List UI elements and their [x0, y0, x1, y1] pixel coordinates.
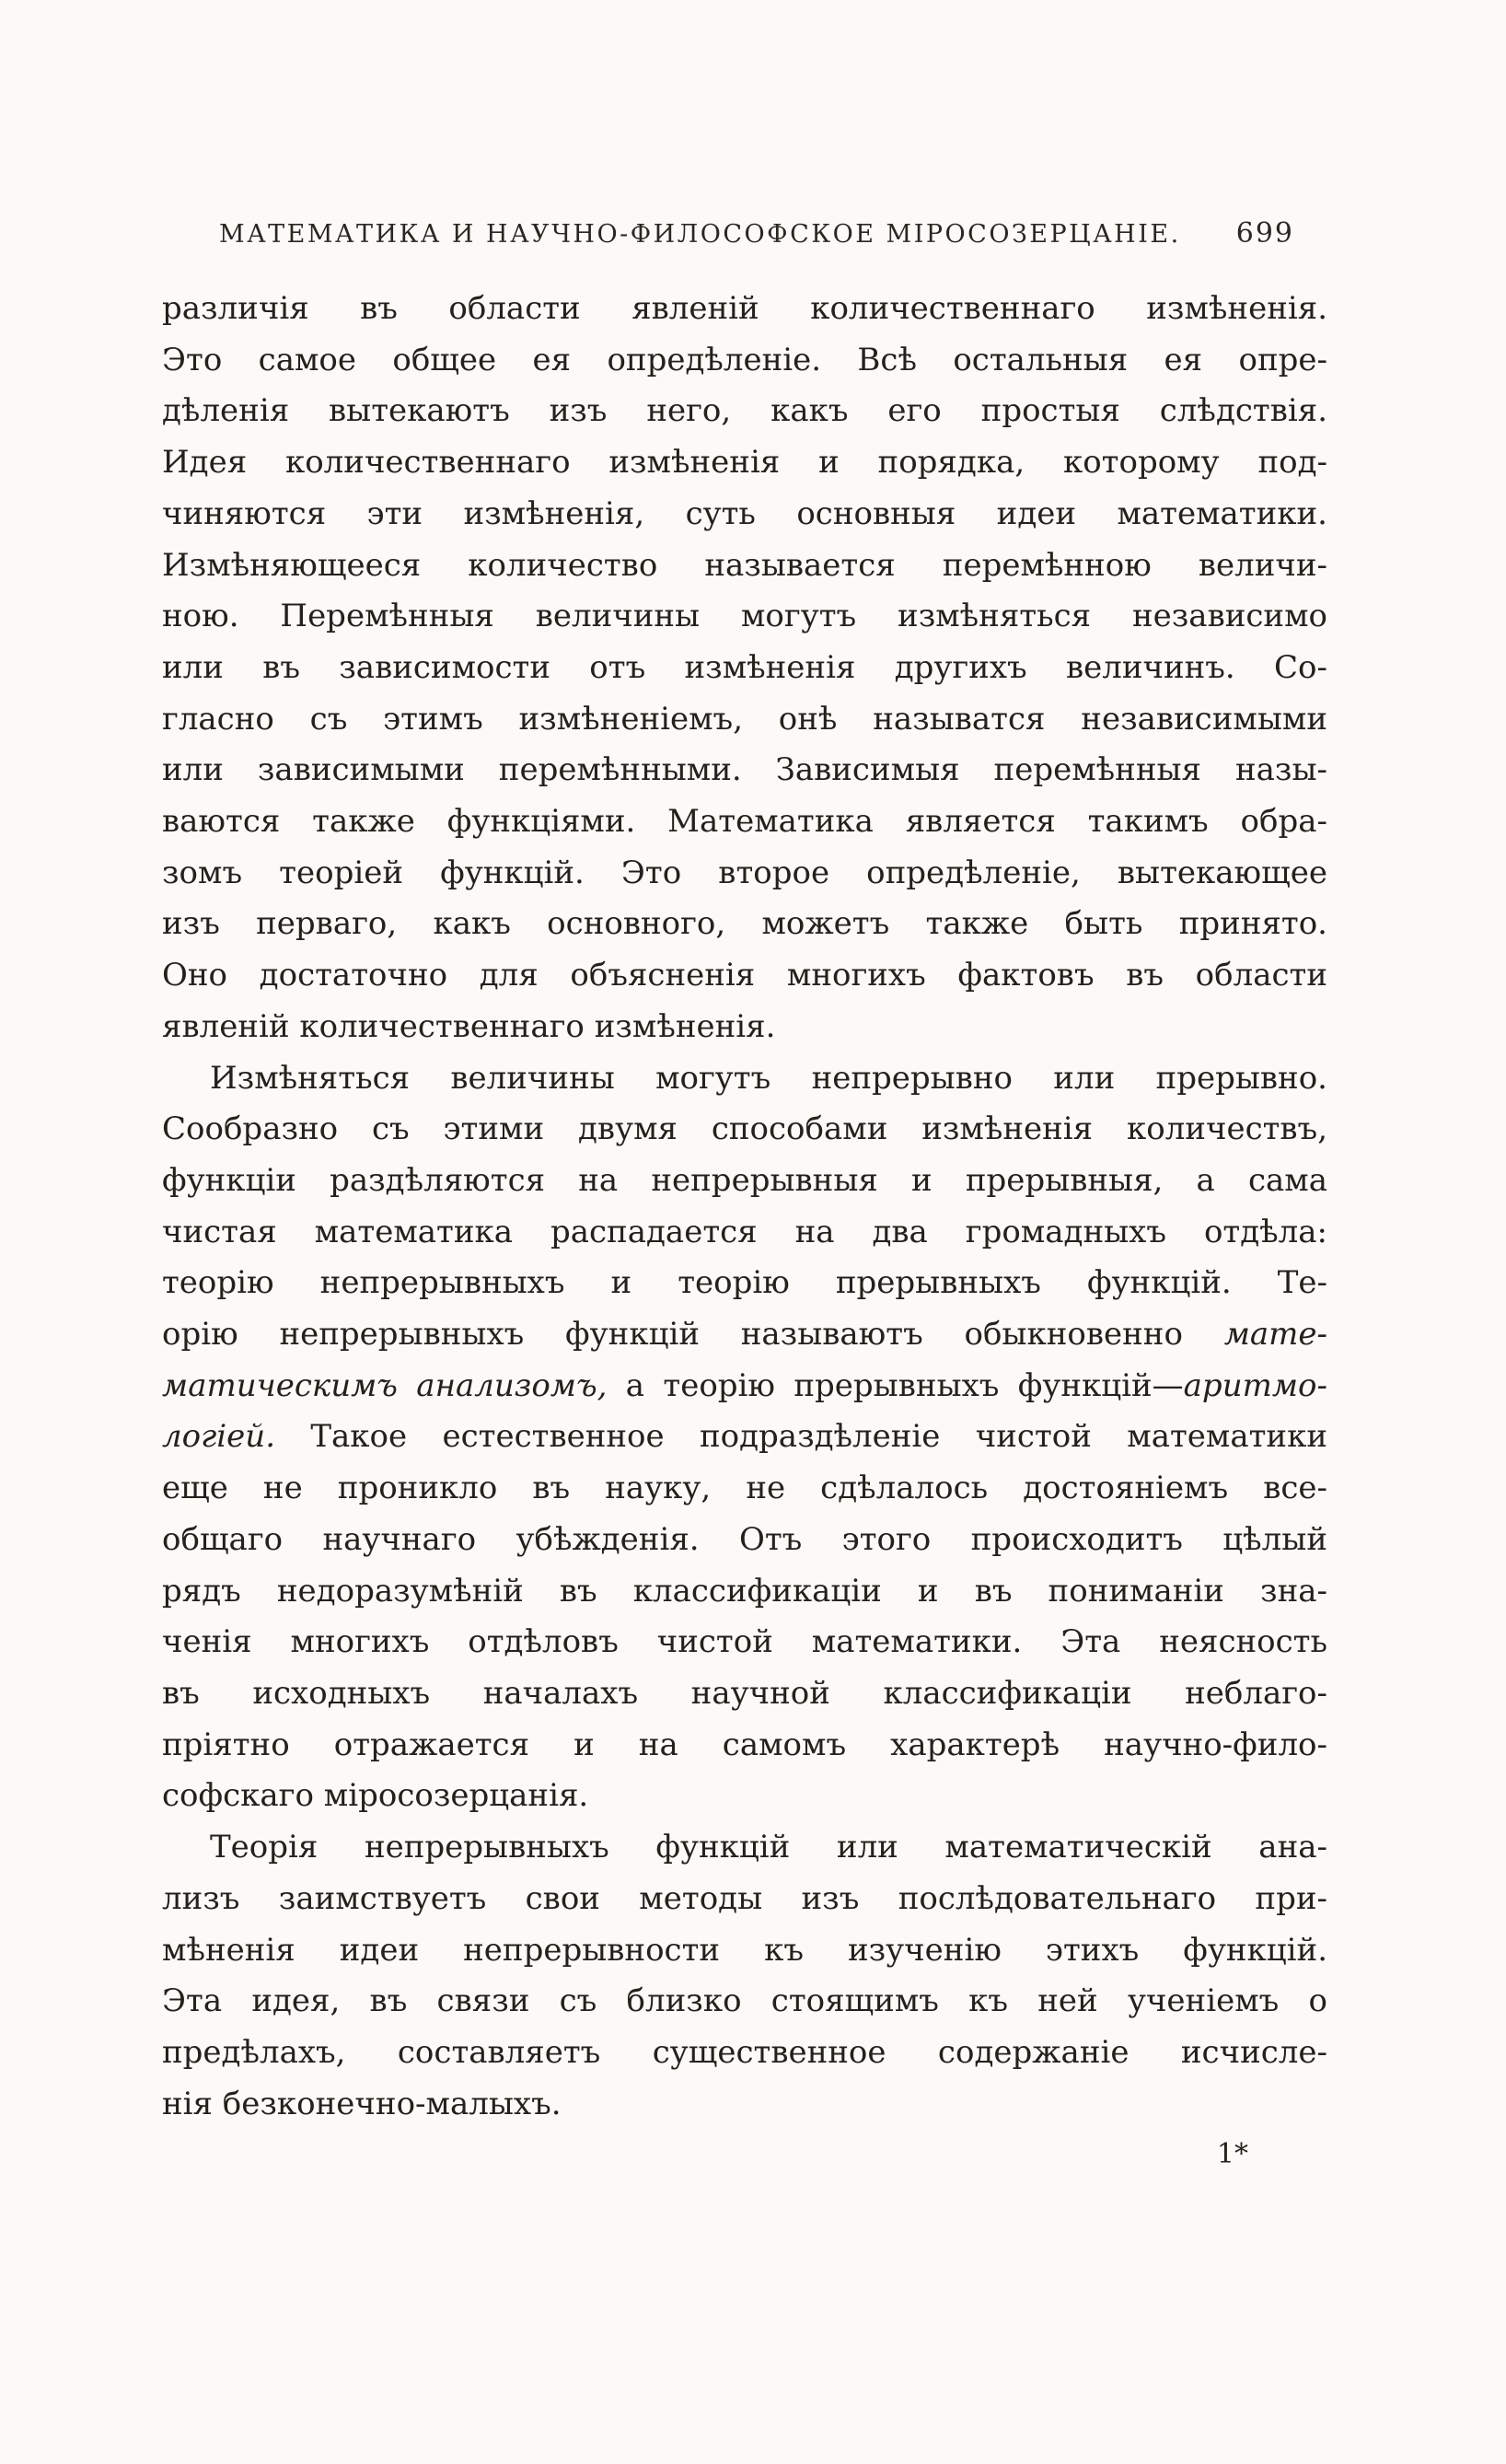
text-line — [162, 284, 1327, 335]
text-line — [162, 2079, 1327, 2131]
text-line — [162, 1207, 1327, 1259]
italic-term: матическимъ анализомъ, — [162, 1366, 608, 1404]
text-line — [162, 694, 1327, 746]
text-segment: ною. Перемѣнныя величины могутъ измѣняться независимо — [162, 598, 1327, 635]
text-segment: Эта идея, въ связи съ близко стоящимъ къ ней ученіемъ о — [162, 1982, 1327, 2020]
text-line — [162, 848, 1327, 900]
text-segment: пріятно отражается и на самомъ характерѣ научно-фило- — [162, 1726, 1327, 1763]
text-line — [162, 437, 1327, 489]
text-segment: предѣлахъ, составляетъ существенное содержаніе исчисле- — [162, 2033, 1327, 2071]
text-segment: лизъ заимствуетъ свои методы изъ послѣдовательнаго при- — [162, 1879, 1327, 1917]
text-line — [162, 1668, 1327, 1720]
text-line — [162, 1002, 1327, 1053]
text-segment: Это самое общее ея опредѣленіе. Всѣ остальныя ея опре- — [162, 341, 1327, 378]
text-line — [162, 489, 1327, 540]
text-line — [162, 643, 1327, 694]
text-segment: еще не проникло въ науку, не сдѣлалось достояніемъ все- — [162, 1470, 1327, 1507]
text-segment: а теорію прерывныхъ функцій— — [607, 1366, 1184, 1404]
text-line — [162, 950, 1327, 1002]
text-segment: общаго научнаго убѣжденія. Отъ этого происходитъ цѣлый — [162, 1520, 1327, 1558]
text-line — [162, 1053, 1327, 1105]
text-line — [162, 2028, 1327, 2079]
text-segment: функціи раздѣляются на непрерывныя и прерывныя, а сама — [162, 1161, 1327, 1199]
text-segment: Измѣняющееся количество называется перемѣнною величи- — [162, 546, 1327, 584]
text-segment: чиняются эти измѣненія, суть основныя идеи математики. — [162, 494, 1327, 532]
text-line — [162, 1822, 1327, 1874]
text-segment: Такое естественное подраздѣленіе чистой математики — [275, 1418, 1327, 1456]
text-line — [162, 796, 1327, 848]
text-line — [162, 1258, 1327, 1309]
text-line — [162, 899, 1327, 950]
text-line — [162, 1976, 1327, 2028]
text-segment: теорію непрерывныхъ и теорію прерывныхъ функцій. Те- — [162, 1264, 1327, 1302]
italic-term: мате- — [1223, 1316, 1327, 1354]
text-segment: въ исходныхъ началахъ научной классификаціи неблаго- — [162, 1674, 1327, 1712]
footer — [164, 2138, 1327, 2170]
text-segment: орію непрерывныхъ функцій называютъ обыкновенно — [162, 1316, 1224, 1354]
text-segment: ваются также функціями. Математика является такимъ обра- — [162, 803, 1327, 841]
text-segment: мѣненія идеи непрерывности къ изученію этихъ функцій. — [162, 1931, 1327, 1969]
text-segment: софскаго міросозерцанія. — [162, 1777, 589, 1815]
text-segment: гласно съ этимъ измѣненіемъ, онѣ называтся независимыми — [162, 700, 1327, 738]
text-line — [162, 1720, 1327, 1772]
text-segment: чистая математика распадается на два громадныхъ отдѣла: — [162, 1213, 1327, 1250]
text-line — [162, 1515, 1327, 1566]
text-segment: или зависимыми перемѣнными. Зависимыя перемѣнныя назы- — [162, 751, 1327, 789]
text-segment: Идея количественнаго измѣненія и порядка, которому под- — [162, 444, 1327, 482]
text-line — [162, 745, 1327, 796]
text-line — [162, 1566, 1327, 1618]
text-line — [162, 591, 1327, 643]
text-line — [162, 1412, 1327, 1463]
text-segment: ченія многихъ отдѣловъ чистой математики. Эта неясность — [162, 1623, 1327, 1661]
page-number: 699 — [1235, 217, 1294, 250]
text-segment: Измѣняться величины могутъ непрерывно или прерывно. — [210, 1059, 1327, 1097]
italic-term: логіей. — [162, 1418, 276, 1456]
text-segment: Теорія непрерывныхъ функцій или математическій ана- — [210, 1829, 1327, 1866]
body-text — [162, 284, 1327, 2130]
text-segment: Оно достаточно для объясненія многихъ фактовъ въ области — [162, 957, 1327, 994]
text-line — [162, 386, 1327, 437]
text-line — [162, 335, 1327, 387]
text-line — [162, 1771, 1327, 1822]
text-line — [162, 1309, 1327, 1361]
text-line — [162, 1361, 1327, 1412]
running-header — [164, 217, 1327, 250]
text-line — [162, 1104, 1327, 1156]
text-segment: или въ зависимости отъ измѣненія другихъ величинъ. Со- — [162, 648, 1327, 686]
italic-term: аритмо- — [1183, 1366, 1327, 1404]
text-segment: различія въ области явленій количественнаго измѣненія. — [162, 290, 1327, 327]
text-line — [162, 540, 1327, 592]
text-segment: изъ перваго, какъ основного, можетъ также быть принято. — [162, 905, 1327, 943]
text-segment: рядъ недоразумѣній въ классификаціи и въ пониманіи зна- — [162, 1572, 1327, 1610]
text-line — [162, 1874, 1327, 1925]
text-segment: нія безконечно-малыхъ. — [162, 2085, 562, 2122]
text-segment: дѣленія вытекаютъ изъ него, какъ его простыя слѣдствія. — [162, 392, 1327, 430]
text-line — [162, 1925, 1327, 1977]
text-line — [162, 1156, 1327, 1207]
signature-mark: 1* — [1216, 2138, 1248, 2170]
text-line — [162, 1617, 1327, 1668]
text-line — [162, 1463, 1327, 1515]
text-segment: Сообразно съ этими двумя способами измѣненія количествъ, — [162, 1110, 1327, 1148]
header-title: МАТЕМАТИКА И НАУЧНО-ФИЛОСОФСКОЕ МІРОСОЗЕРЦАНІЕ. — [219, 220, 1181, 249]
text-segment: зомъ теоріей функцій. Это второе опредѣленіе, вытекающее — [162, 854, 1327, 891]
text-segment: явленій количественнаго измѣненія. — [162, 1007, 776, 1045]
